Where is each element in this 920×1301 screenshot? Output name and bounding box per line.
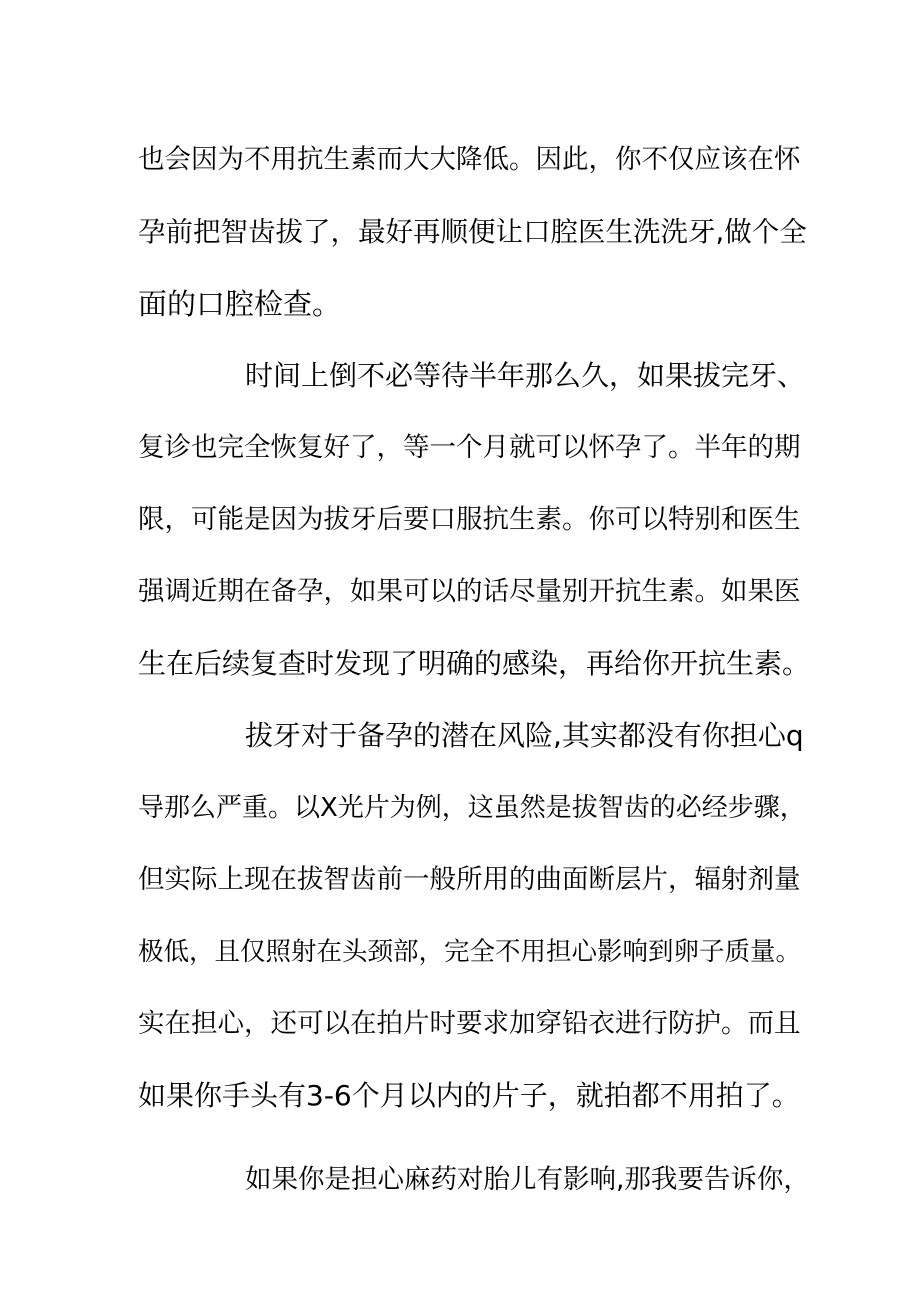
text-line-4: 时间上倒不必等待半年那么久，如果拔完牙、 (245, 359, 806, 392)
text-line-15: 如果你是担心麻药对胎儿有影响,那我要告诉你， (245, 1164, 810, 1195)
text-line-11: 但实际上现在拔智齿前一般所用的曲面断层片，辐射剂量 (138, 864, 801, 895)
text-line-14: 如果你手头有3-6个月以内的片子，就拍都不用拍了。 (138, 1079, 800, 1112)
text-line-12: 极低，且仅照射在头颈部，完全不用担心影响到卵子质量。 (138, 937, 802, 967)
text-line-3: 面的口腔检查。 (138, 287, 342, 321)
text-line-2: 孕前把智齿拔了，最好再顺便让口腔医生洗洗牙,做个全 (138, 216, 807, 248)
text-line-10: 导那么严重。以X光片为例，这虽然是拔智齿的必经步骤， (138, 793, 806, 823)
text-line-5: 复诊也完全恢复好了，等一个月就可以怀孕了。半年的期 (138, 432, 801, 463)
text-line-7: 强调近期在备孕，如果可以的话尽量别开抗生素。如果医 (138, 576, 801, 607)
text-line-8: 生在后续复查时发现了明确的感染，再给你开抗生素。 (138, 647, 811, 680)
text-line-1: 也会因为不用抗生素而大大降低。因此，你不仅应该在怀 (138, 144, 801, 175)
text-line-9: 拔牙对于备孕的潜在风险,其实都没有你担心q (245, 719, 804, 752)
text-line-13: 实在担心，还可以在拍片时要求加穿铅衣进行防护。而且 (138, 1008, 801, 1039)
text-line-6: 限，可能是因为拔牙后要口服抗生素。你可以特别和医生 (138, 504, 801, 535)
